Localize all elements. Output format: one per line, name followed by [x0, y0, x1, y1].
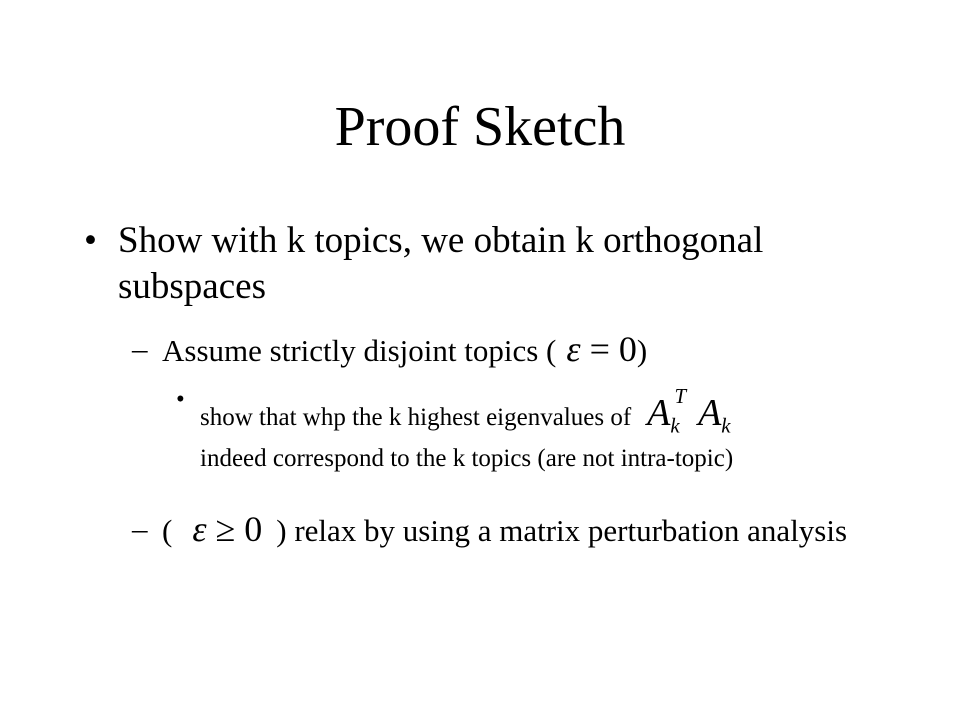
- epsilon-symbol: ε: [566, 329, 581, 369]
- inequality-epsilon-geq-zero: [192, 509, 262, 549]
- matrix-subscript-second: k: [721, 413, 731, 438]
- dash-marker: –: [132, 511, 148, 546]
- sub-sub-bullet-text-before: show that whp the k highest eigenvalues of: [200, 403, 632, 431]
- bullet-marker: •: [84, 220, 97, 261]
- sub-bullet-text: [162, 330, 892, 370]
- slide-title: Proof Sketch: [334, 96, 626, 158]
- zero-value: 0: [618, 329, 637, 369]
- sub-sub-bullet-text: [200, 381, 876, 477]
- equals-sign: =: [589, 329, 610, 369]
- sub-bullet-item-1: [132, 330, 892, 370]
- matrix-a-second: A: [698, 391, 722, 434]
- bullet-text: Show with k topics, we obtain k orthogonal subspaces: [118, 220, 764, 307]
- sub-bullet-item-2: [132, 510, 892, 550]
- sub-sub-bullet-text-after: indeed correspond to the k topics (are not intra-topic): [200, 445, 734, 473]
- sub-sub-bullet-item-1: [176, 381, 876, 477]
- equation-epsilon-equals-zero: [566, 329, 637, 369]
- sub-bullet-text: [162, 510, 892, 550]
- bullet-item-1: [84, 218, 884, 310]
- epsilon-symbol: ε: [192, 509, 207, 549]
- dash-marker: –: [132, 331, 148, 366]
- matrix-product-expression: [647, 384, 731, 438]
- bullet-marker: •: [176, 386, 185, 413]
- sub-bullet-text-after: ) relax by using a matrix perturbation analysis: [276, 513, 848, 548]
- sub-bullet-text-before: Assume strictly disjoint topics (: [162, 333, 557, 368]
- sub-bullet-text-after: ): [636, 333, 648, 368]
- zero-value: 0: [244, 509, 263, 549]
- matrix-a: A: [647, 391, 671, 434]
- transpose-mark: T: [674, 384, 687, 408]
- matrix-subscript: k: [670, 413, 680, 438]
- sub-bullet-text-open: (: [162, 513, 173, 548]
- greater-equal-sign: ≥: [215, 509, 236, 549]
